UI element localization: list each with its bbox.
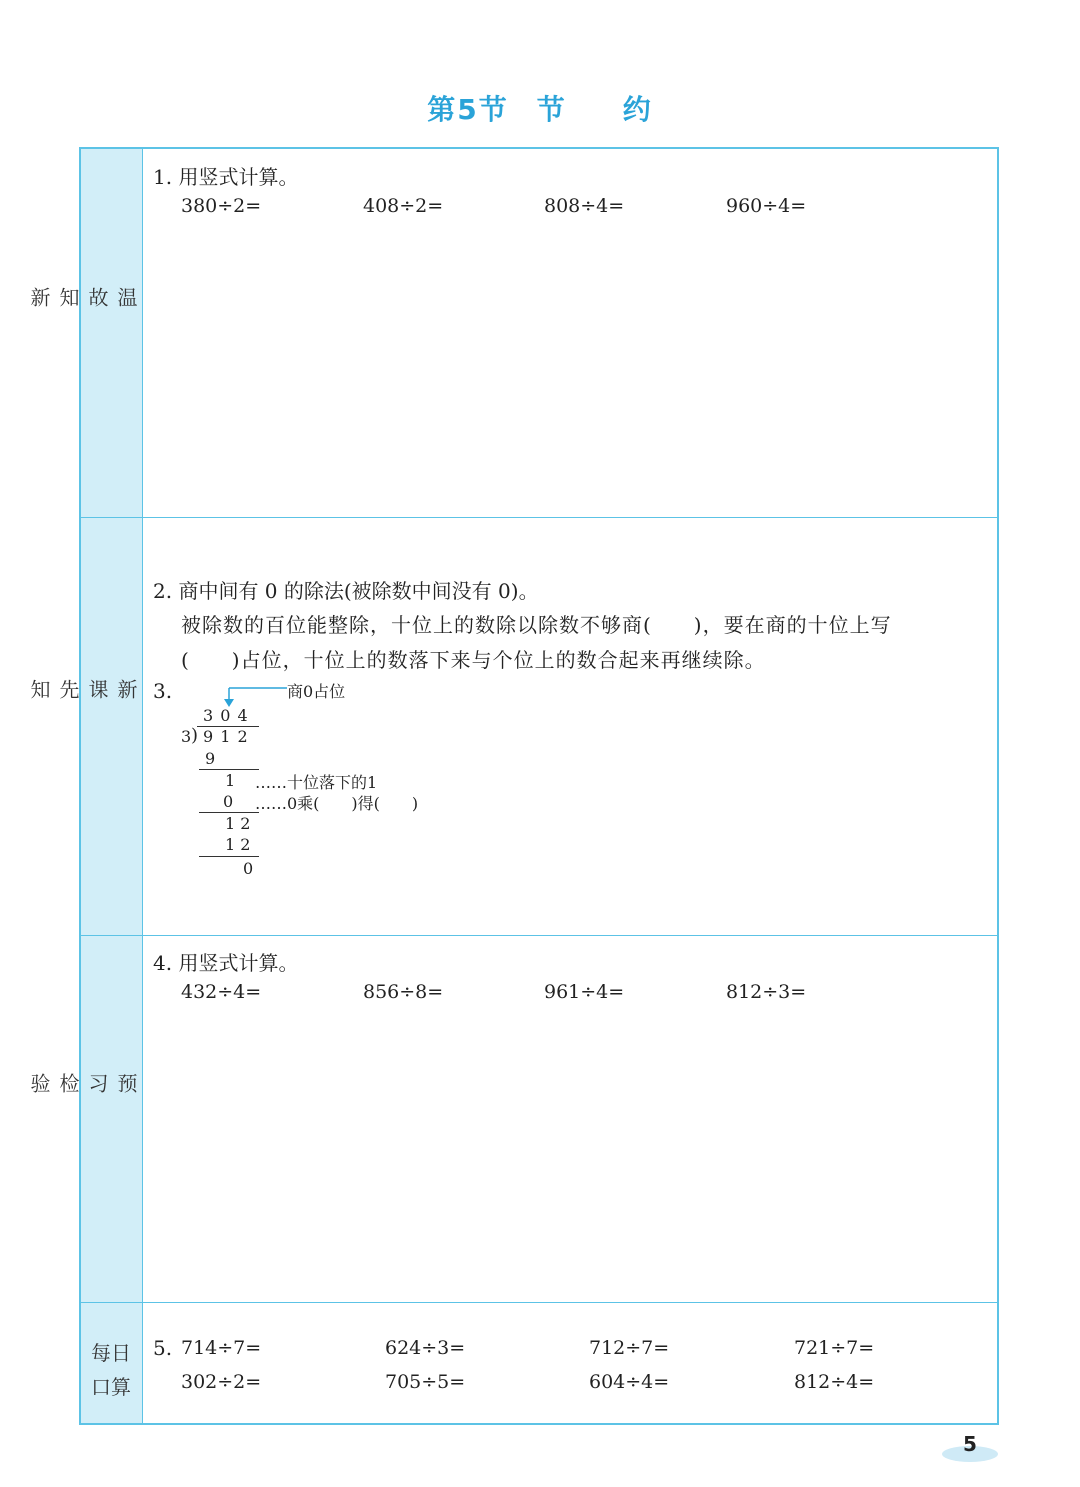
sidebar-label-review: 温 故 知 新	[27, 287, 138, 308]
q5-row1-problem-4: 721÷7=	[794, 1337, 875, 1359]
q3-quotient: 3 0 4	[203, 706, 249, 725]
page-number: 5	[963, 1432, 977, 1456]
q5-row1-problem-3: 712÷7=	[589, 1337, 670, 1359]
q3-note-zero-times: ……0乘( )得( )	[255, 794, 419, 813]
q1-problem-1: 380÷2=	[181, 195, 262, 217]
q3-step-5: 1 2	[225, 835, 251, 854]
content-area	[143, 149, 997, 1423]
q1-heading: 1. 用竖式计算。	[153, 165, 299, 189]
q3-step-1: 9	[205, 749, 216, 768]
q3-divisor: 3	[181, 727, 192, 746]
q5-row2-problem-2: 705÷5=	[385, 1371, 466, 1393]
q4-heading: 4. 用竖式计算。	[153, 951, 299, 975]
q3-note-ten-down: ……十位落下的1	[255, 773, 378, 792]
q2-heading: 2. 商中间有 0 的除法(被除数中间没有 0)。	[153, 579, 539, 603]
q5-row2-problem-4: 812÷4=	[794, 1371, 875, 1393]
q5-row2-problem-3: 604÷4=	[589, 1371, 670, 1393]
q5-number: 5.	[153, 1336, 173, 1360]
q3-step-6: 0	[243, 859, 254, 878]
q3-number: 3.	[153, 679, 173, 703]
q4-problem-3: 961÷4=	[544, 981, 625, 1003]
section-title	[0, 88, 1080, 128]
q5-row1-problem-1: 714÷7=	[181, 1337, 262, 1359]
arrow-icon	[223, 681, 293, 709]
q3-dividend: 9 1 2	[203, 727, 249, 746]
q3-line-3	[199, 856, 259, 857]
sidebar-label-daily: 每日 口算	[91, 1341, 131, 1399]
worksheet-frame	[27, 147, 999, 1425]
sidebar	[27, 149, 143, 1423]
q3-step-3: 0	[223, 792, 234, 811]
q1-problem-4: 960÷4=	[726, 195, 807, 217]
q3-line-2	[199, 812, 259, 813]
q3-bracket: )	[191, 725, 199, 746]
q3-step-2: 1	[225, 771, 236, 790]
q1-problem-3: 808÷4=	[544, 195, 625, 217]
q2-line-2: ( )占位，十位上的数落下来与个位上的数合起来再继续除。	[181, 648, 766, 672]
sidebar-label-new-lesson: 新 课 先 知	[27, 679, 138, 700]
section-title-prefix: 第5节	[427, 93, 509, 126]
q2-line-1: 被除数的百位能整除，十位上的数除以除数不够商( )，要在商的十位上写	[181, 613, 892, 637]
q3-line-1	[199, 769, 259, 770]
q1-problem-2: 408÷2=	[363, 195, 444, 217]
section-title-word1: 节	[536, 93, 567, 126]
section-title-word2: 约	[622, 93, 653, 126]
q3-step-4: 1 2	[225, 814, 251, 833]
sidebar-label-preview: 预 习 检 验	[27, 1073, 138, 1094]
q4-problem-1: 432÷4=	[181, 981, 262, 1003]
q5-row1-problem-2: 624÷3=	[385, 1337, 466, 1359]
q3-arrow-note: 商0占位	[287, 682, 346, 701]
q4-problem-2: 856÷8=	[363, 981, 444, 1003]
q5-row2-problem-1: 302÷2=	[181, 1371, 262, 1393]
q4-problem-4: 812÷3=	[726, 981, 807, 1003]
